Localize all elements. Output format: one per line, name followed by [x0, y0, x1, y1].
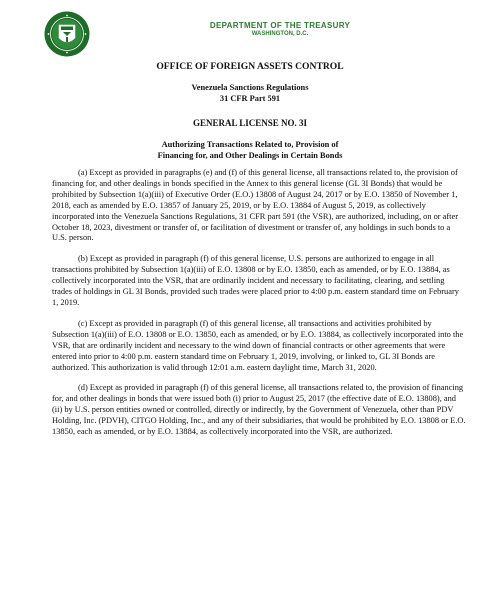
regulations-heading [0, 83, 500, 104]
department-name: DEPARTMENT OF THE TREASURY [209, 21, 351, 30]
paragraph-c: (c) Except as provided in paragraph (f) of this general license, all transactions and activities prohibited by Subsection 1(a)(iii) of E.O. 13808 or E.O. 13850, each as amended, or by E.O. 13884, as collectively incorporated into the VSR, that are ordinarily incident and necessary to the wind down of financial contracts or other agreements that were entered into prior to 4:00 p.m. eastern standard time on February 1, 2019, involving, or linked to, GL 3I Bonds are authorized. This authorization is valid through 12:01 a.m. eastern daylight time, March 31, 2020. [52, 318, 464, 372]
paragraph-b: (b) Except as provided in paragraph (f) of this general license, U.S. persons are authorized to engage in all transactions prohibited by Subsection 1(a)(iii) of E.O. 13808 or by E.O. 13850, each as amended, or by E.O. 13884, as collectively incorporated into the VSR, that are ordinarily incident and necessary to facilitating, clearing, and settling trades of holdings in GL 3I Bonds, provided such trades were placed prior to 4:00 p.m. eastern standard time on February 1, 2019. [52, 254, 459, 307]
regulations-name: Venezuela Sanctions Regulations [191, 83, 309, 92]
paragraph-a: (a) Except as provided in paragraphs (e) and (f) of this general license, all transactions related to, the provision of financing for, and other dealings in bonds specified in the Annex to this general license (GL 3I Bonds) that would be prohibited by Subsection 1(a)(iii) of Executive Order (E.O.) 13808 of August 24, 2017 or by E.O. 13850 of November 1, 2018, each as amended by E.O. 13857 of January 25, 2019, or by E.O. 13884 of August 5, 2019, as collectively incorporated into the Venezuela Sanctions Regulations, 31 CFR part 591 (the VSR), are authorized, including, on or after October 18, 2023, divestment or transfer of, or facilitation of divestment or transfer of, any holdings in such bonds to a U.S. person. [52, 168, 459, 243]
regulations-cfr: 31 CFR Part 591 [219, 93, 281, 103]
license-title: GENERAL LICENSE NO. 3I [192, 118, 308, 128]
paragraph-d: (d) Except as provided in paragraph (f) of this general license, all transactions related to, the provision of financing for, and other dealings in bonds that were issued both (i) prior to August 25, 2017 (the effective date of E.O. 13808), and (ii) by U.S. person entities owned or controlled, directly or indirectly, by the Government of Venezuela, other than PDV Holding, Inc. (PDVH), CITGO Holding, Inc., and any of their subsidiaries, that would be prohibited by E.O. 13808 or E.O. 13850, each as amended, or by E.O. 13884, as collectively incorporated into the VSR, are authorized. [52, 383, 466, 437]
subtitle-line-1: Authorizing Transactions Related to, Provision of [161, 140, 339, 149]
treasury-seal-icon [44, 11, 90, 57]
subtitle-line-2: Financing for, and Other Dealings in Certain Bonds [157, 150, 343, 160]
office-title: OFFICE OF FOREIGN ASSETS CONTROL [156, 61, 344, 72]
license-body [52, 168, 466, 448]
department-city: WASHINGTON, D.C. [251, 31, 309, 37]
letterhead [150, 21, 410, 37]
license-subtitle [0, 140, 500, 161]
